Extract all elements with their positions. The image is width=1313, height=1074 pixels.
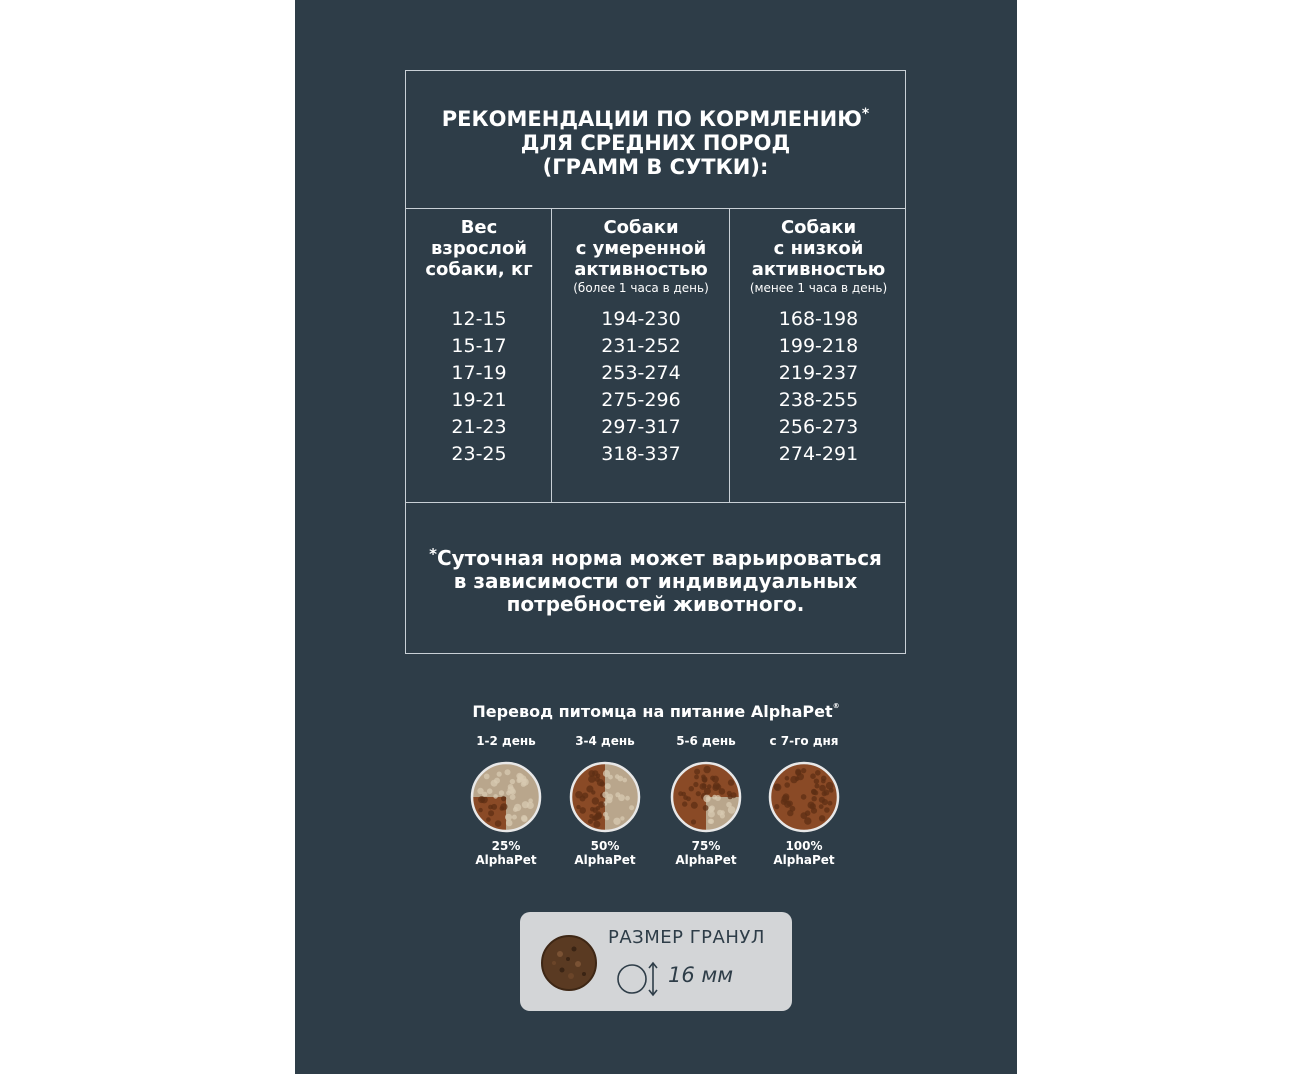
table-cell: 256-273 [778, 416, 859, 438]
step-brand: AlphaPet [574, 853, 636, 867]
transition-step [555, 733, 655, 867]
column-values [552, 306, 730, 468]
brand-mark: ® [832, 702, 840, 710]
table-cell: 12-15 [451, 308, 507, 330]
kibble-dot [805, 810, 811, 816]
kibble-dot [576, 805, 580, 809]
kibble-dot [728, 779, 734, 785]
kibble-dot [588, 819, 593, 824]
kibble-dot [810, 803, 816, 809]
step-day: 1-2 день [476, 734, 536, 748]
step-percent: 25% [491, 839, 521, 853]
kibble-dot [731, 792, 737, 798]
kibble-dot [597, 779, 604, 786]
kibble-dot [590, 807, 595, 812]
step-brand: AlphaPet [675, 853, 737, 867]
transition-step [754, 733, 854, 867]
kibble-dot [499, 790, 504, 795]
kibble-dot [521, 816, 527, 822]
kibble-dot [517, 776, 523, 782]
kibble-dot [478, 796, 485, 803]
table-cell: 253-274 [601, 362, 681, 384]
kibble-dot [790, 806, 796, 812]
kibble-dot [822, 791, 827, 796]
diameter-icon [615, 960, 665, 998]
kibble-dot [819, 785, 826, 792]
bowl-mix-icon [670, 761, 742, 833]
kibble-dot [702, 783, 707, 788]
kibble-dot [521, 782, 526, 787]
kibble-dot [691, 819, 696, 824]
footnote-asterisk: * [429, 545, 437, 563]
kibble-dot [696, 791, 701, 796]
kibble-dot [482, 792, 487, 797]
bowl-mix-icon [768, 761, 840, 833]
granule-size-badge [520, 912, 792, 1011]
column-note: (менее 1 часа в день) [749, 281, 888, 295]
kibble-dot [694, 769, 700, 775]
kibble-dot [801, 768, 806, 773]
brand-name: AlphaPet [750, 702, 833, 721]
column-header-line: Вес [460, 217, 498, 238]
kibble-dot [618, 794, 625, 801]
table-cell: 199-218 [778, 335, 859, 357]
step-brand: AlphaPet [773, 853, 835, 867]
column-values [406, 306, 552, 468]
kibble-dot [828, 801, 833, 806]
kibble-dot [694, 775, 699, 780]
table-cell: 275-296 [601, 389, 681, 411]
column-moderate-activity [552, 217, 730, 468]
column-header-line: с низкой [773, 238, 864, 259]
step-percent: 100% [785, 839, 823, 853]
kibble-dot [494, 778, 500, 784]
feeding-title [406, 107, 905, 179]
kibble-dot [506, 791, 511, 796]
kibble-dot [508, 784, 514, 790]
footnote-line: потребностей животного. [506, 592, 805, 616]
kibble-dot [505, 814, 512, 821]
column-header-line: с умеренной [575, 238, 707, 259]
kibble-dot [486, 817, 491, 822]
kibble-dot [726, 802, 732, 808]
kibble-dot [819, 815, 825, 821]
kibble-dot [813, 790, 818, 795]
kibble-dot [514, 804, 521, 811]
kibble-dot [605, 783, 611, 789]
table-cell: 318-337 [601, 443, 681, 465]
kibble-dot [812, 796, 817, 801]
table-cell: 21-23 [451, 416, 507, 438]
kibble-dot [682, 801, 687, 806]
kibble-dot [593, 821, 600, 828]
kibble-dot [497, 772, 502, 777]
kibble-dot [704, 788, 711, 795]
step-brand: AlphaPet [475, 853, 537, 867]
column-low-activity [730, 217, 907, 468]
kibble-dot [801, 794, 807, 800]
kibble-dot [708, 819, 713, 824]
transition-step [656, 733, 756, 867]
kibble-dot [774, 784, 780, 790]
kibble-dot [505, 769, 511, 775]
kibble-dot [819, 804, 824, 809]
column-header-line: Собаки [603, 217, 679, 238]
kibble-dot [594, 813, 601, 820]
kibble-dot [586, 785, 593, 792]
kibble-dot [512, 815, 517, 820]
kibble-dot [484, 774, 490, 780]
step-percent: 50% [590, 839, 620, 853]
step-day: с 7-го дня [769, 734, 839, 748]
kibble-dot [602, 792, 608, 798]
kibble-dot [815, 770, 821, 776]
kibble-dot [488, 810, 494, 816]
kibble-dot [774, 804, 779, 809]
kibble-dot [824, 807, 830, 813]
column-header [730, 217, 907, 280]
kibble-dot [712, 784, 719, 791]
feeding-table [405, 70, 906, 654]
step-day: 3-4 день [575, 734, 635, 748]
column-weight [406, 217, 552, 468]
bowl-mix-icon [470, 761, 542, 833]
kibble-dot [522, 801, 529, 808]
kibble-dot [810, 773, 816, 779]
column-header-line: Собаки [780, 217, 857, 238]
kibble-dot [815, 784, 820, 789]
table-cell: 19-21 [451, 389, 507, 411]
feeding-panel [295, 0, 1017, 1074]
kibble-dot [691, 802, 698, 809]
granule-label: РАЗМЕР ГРАНУЛ [608, 927, 765, 948]
step-day: 5-6 день [676, 734, 736, 748]
kibble-dot [814, 779, 819, 784]
kibble-dot [702, 776, 708, 782]
kibble-dot [706, 796, 710, 800]
kibble-dot [721, 810, 725, 814]
kibble-dot [613, 818, 620, 825]
kibble-dot [712, 795, 717, 800]
footnote [406, 547, 905, 616]
kibble-dot [693, 782, 698, 787]
column-header-line: взрослой [431, 238, 527, 259]
kibble-dot [785, 776, 790, 781]
kibble-dot [500, 806, 505, 811]
footnote-line: Суточная норма может варьироваться [436, 546, 882, 570]
kibble-dot [596, 774, 601, 779]
kibble-dot [629, 805, 634, 810]
kibble-dot [795, 776, 800, 781]
kibble-dot [620, 816, 624, 820]
table-cell: 15-17 [451, 335, 507, 357]
transition-title-text: Перевод питомца на питание [472, 702, 746, 721]
kibble-dot [580, 796, 586, 802]
kibble-dot [819, 797, 825, 803]
kibble-dot [605, 816, 610, 821]
table-cell: 297-317 [601, 416, 681, 438]
title-line: РЕКОМЕНДАЦИИ ПО КОРМЛЕНИЮ [441, 107, 862, 131]
kibble-dot [615, 774, 620, 779]
kibble-dot [625, 796, 630, 801]
table-cell: 17-19 [451, 362, 507, 384]
column-note: (более 1 часа в день) [573, 281, 709, 295]
kibble-dot [782, 795, 790, 803]
kibble-dot [686, 796, 691, 801]
kibble-dot [710, 776, 715, 781]
table-divider-top [406, 208, 905, 209]
table-divider-bottom [406, 502, 905, 503]
kibble-dot [821, 779, 826, 784]
table-cell: 274-291 [778, 443, 859, 465]
table-cell: 219-237 [778, 362, 859, 384]
table-cell: 23-25 [451, 443, 507, 465]
table-cell: 168-198 [778, 308, 859, 330]
kibble-dot [719, 788, 726, 795]
kibble-dot [501, 796, 506, 801]
transition-title [295, 702, 1017, 721]
kibble-dot [826, 782, 834, 790]
kibble-dot [506, 820, 513, 827]
kibble-dot [703, 766, 710, 773]
kibble-dot [623, 778, 628, 783]
kibble-dot [784, 782, 790, 788]
kibble-dot [795, 769, 801, 775]
step-percent: 75% [691, 839, 721, 853]
kibble-dot [495, 820, 502, 827]
kibble-dot [608, 775, 613, 780]
table-cell: 238-255 [778, 389, 859, 411]
table-cell: 194-230 [601, 308, 681, 330]
column-header-line: собаки, кг [425, 259, 533, 280]
kibble-dot [689, 786, 694, 791]
column-values [730, 306, 907, 468]
kibble-dot [592, 797, 599, 804]
column-header-line: активностью [574, 259, 708, 280]
title-asterisk: * [861, 106, 870, 122]
column-header [406, 217, 552, 280]
kibble-dot [487, 788, 493, 794]
kibble-dot [703, 805, 709, 811]
kibble-dot [510, 794, 516, 800]
kibble-dot [478, 808, 482, 812]
kibble-dot [493, 794, 498, 799]
kibble-dot [491, 804, 497, 810]
kibble-dot [588, 770, 595, 777]
bowl-mix-icon [569, 761, 641, 833]
title-line: ДЛЯ СРЕДНИХ ПОРОД [520, 131, 791, 155]
kibble-dot [804, 817, 811, 824]
title-line: (ГРАММ В СУТКИ): [542, 155, 769, 179]
column-note [406, 280, 552, 296]
table-cell: 231-252 [601, 335, 681, 357]
kibble-dot [528, 798, 533, 803]
kibble-dot [708, 811, 715, 818]
kibble-dot [681, 792, 686, 797]
column-header [552, 217, 730, 280]
transition-step [456, 733, 556, 867]
kibble-dot [510, 779, 515, 784]
kibble-dot [598, 801, 605, 808]
kibble-icon [540, 934, 598, 992]
granule-size: 16 мм [668, 963, 734, 987]
column-header-line: активностью [751, 259, 886, 280]
footnote-line: в зависимости от индивидуальных [453, 569, 858, 593]
